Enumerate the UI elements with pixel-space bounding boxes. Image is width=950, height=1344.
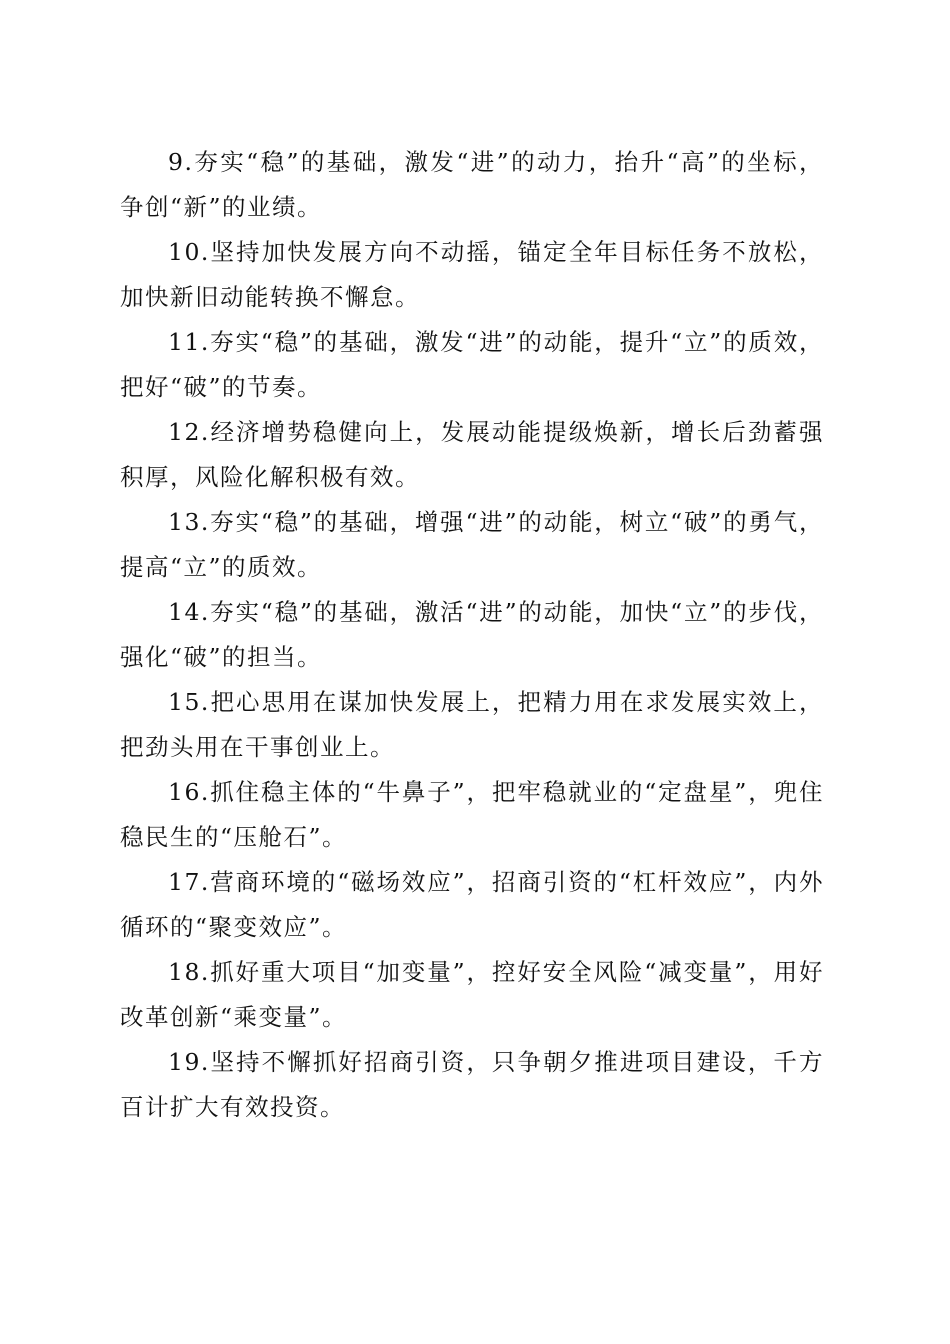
paragraph-16: 16.抓住稳主体的“牛鼻子”，把牢稳就业的“定盘星”，兜住稳民生的“压舱石”。: [120, 778, 824, 851]
paragraph-15: 15.把心思用在谋加快发展上，把精力用在求发展实效上，把劲头用在干事创业上。: [120, 688, 824, 761]
document-body: [120, 140, 824, 1130]
paragraph-14: 14.夯实“稳”的基础，激活“进”的动能，加快“立”的步伐，强化“破”的担当。: [120, 598, 824, 671]
paragraph-19: 19.坚持不懈抓好招商引资，只争朝夕推进项目建设，千方百计扩大有效投资。: [120, 1048, 824, 1121]
paragraph-13: 13.夯实“稳”的基础，增强“进”的动能，树立“破”的勇气，提高“立”的质效。: [120, 508, 824, 581]
paragraph-11: 11.夯实“稳”的基础，激发“进”的动能，提升“立”的质效，把好“破”的节奏。: [120, 328, 824, 401]
paragraph-12: 12.经济增势稳健向上，发展动能提级焕新，增长后劲蓄强积厚，风险化解积极有效。: [120, 418, 824, 491]
paragraph-17: 17.营商环境的“磁场效应”，招商引资的“杠杆效应”，内外循环的“聚变效应”。: [120, 868, 824, 941]
paragraph-18: 18.抓好重大项目“加变量”，控好安全风险“减变量”，用好改革创新“乘变量”。: [120, 958, 824, 1031]
paragraph-10: 10.坚持加快发展方向不动摇，锚定全年目标任务不放松，加快新旧动能转换不懈怠。: [120, 238, 824, 311]
paragraph-9: 9.夯实“稳”的基础，激发“进”的动力，抬升“高”的坐标，争创“新”的业绩。: [120, 148, 824, 221]
